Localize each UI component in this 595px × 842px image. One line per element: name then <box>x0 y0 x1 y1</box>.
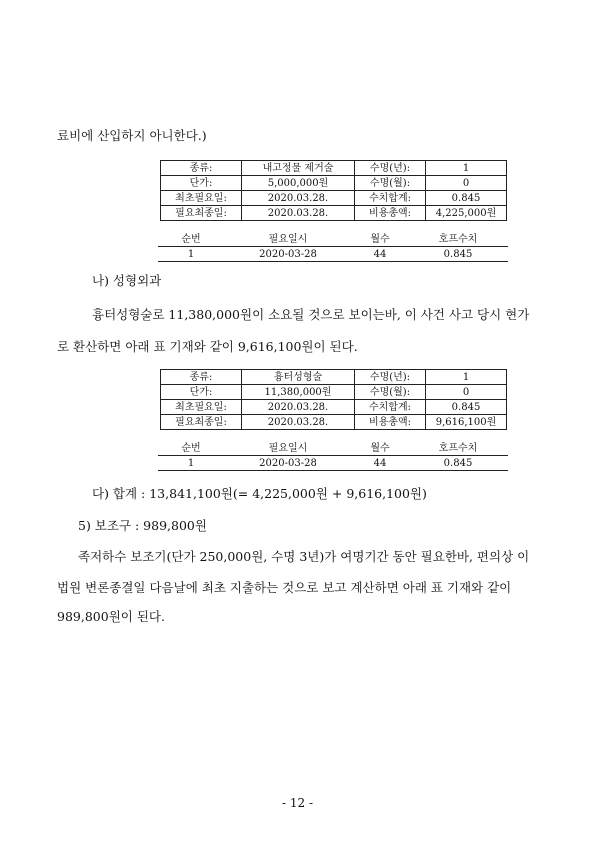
table-row <box>161 206 507 221</box>
column-header: 호프수치 <box>408 441 508 456</box>
table-cell: 수명(월): <box>355 176 426 191</box>
paragraph-text: 법원 변론종결일 다음날에 최초 지출하는 것으로 보고 계산하면 아래 표 기재와 같이 <box>57 580 512 595</box>
table-cell: 44 <box>352 456 408 471</box>
table-cell: 2020-03-28 <box>224 456 352 471</box>
column-header: 월수 <box>352 232 408 247</box>
table-cell: 종류: <box>161 161 242 176</box>
paragraph-text: 989,800원이 된다. <box>57 609 165 624</box>
column-header: 필요일시 <box>224 441 352 456</box>
paragraph-text: 료비에 산입하지 아니한다.) <box>57 128 207 143</box>
section-heading: 5) 보조구 : 989,800원 <box>78 518 207 533</box>
table-cell: 1 <box>426 161 507 176</box>
table-cell: 수명(년): <box>355 161 426 176</box>
table-cell: 4,225,000원 <box>426 206 507 221</box>
table-cell: 수치합계: <box>355 191 426 206</box>
table-cell: 1 <box>158 247 224 262</box>
table-row <box>161 176 507 191</box>
column-header: 월수 <box>352 441 408 456</box>
table-cell: 0 <box>426 176 507 191</box>
table-cell: 5,000,000원 <box>242 176 355 191</box>
table-cell: 1 <box>158 456 224 471</box>
table-row <box>161 415 507 430</box>
column-header: 순번 <box>158 441 224 456</box>
table-cell: 0.845 <box>408 247 508 262</box>
table-cell: 최초필요일: <box>161 191 242 206</box>
table-cell: 수치합계: <box>355 400 426 415</box>
paragraph-text: 족저하수 보조기(단가 250,000원, 수명 3년)가 여명기간 동안 필요한바, 편의상 이 <box>78 549 530 564</box>
paragraph-text: 다) 합계 : 13,841,100원(= 4,225,000원 + 9,616,100원) <box>92 486 427 501</box>
table-cell: 단가: <box>161 176 242 191</box>
table-row <box>158 456 508 471</box>
table-cell: 0 <box>426 385 507 400</box>
table-header-row <box>158 441 508 456</box>
paragraph-text: 흉터성형술로 11,380,000원이 소요될 것으로 보이는바, 이 사건 사고 당시 현가 <box>92 307 530 322</box>
table-cell: 44 <box>352 247 408 262</box>
table-cell: 필요최종일: <box>161 415 242 430</box>
table-cell: 내고정물 제거술 <box>242 161 355 176</box>
table-row <box>161 191 507 206</box>
table-cell: 0.845 <box>408 456 508 471</box>
table-row <box>161 370 507 385</box>
table-cell: 2020.03.28. <box>242 415 355 430</box>
table-row <box>161 400 507 415</box>
page-number: - 12 - <box>281 796 313 810</box>
result-table-1 <box>158 232 508 262</box>
table-cell: 0.845 <box>426 191 507 206</box>
table-row <box>161 385 507 400</box>
table-row <box>161 161 507 176</box>
table-cell: 11,380,000원 <box>242 385 355 400</box>
table-cell: 종류: <box>161 370 242 385</box>
table-header-row <box>158 232 508 247</box>
table-cell: 수명(월): <box>355 385 426 400</box>
table-cell: 0.845 <box>426 400 507 415</box>
cost-table-1 <box>160 160 507 221</box>
table-cell: 수명(년): <box>355 370 426 385</box>
column-header: 호프수치 <box>408 232 508 247</box>
section-heading: 나) 성형외과 <box>92 273 162 288</box>
table-cell: 2020.03.28. <box>242 400 355 415</box>
cost-table-2 <box>160 369 507 430</box>
table-cell: 단가: <box>161 385 242 400</box>
table-cell: 9,616,100원 <box>426 415 507 430</box>
result-table-2 <box>158 441 508 471</box>
paragraph-text: 로 환산하면 아래 표 기재와 같이 9,616,100원이 된다. <box>57 339 358 354</box>
column-header: 순번 <box>158 232 224 247</box>
table-cell: 1 <box>426 370 507 385</box>
table-row <box>158 247 508 262</box>
table-cell: 비용총액: <box>355 206 426 221</box>
table-cell: 최초필요일: <box>161 400 242 415</box>
table-cell: 흉터성형술 <box>242 370 355 385</box>
column-header: 필요일시 <box>224 232 352 247</box>
table-cell: 2020.03.28. <box>242 191 355 206</box>
table-cell: 2020.03.28. <box>242 206 355 221</box>
table-cell: 2020-03-28 <box>224 247 352 262</box>
table-cell: 필요최종일: <box>161 206 242 221</box>
table-cell: 비용총액: <box>355 415 426 430</box>
